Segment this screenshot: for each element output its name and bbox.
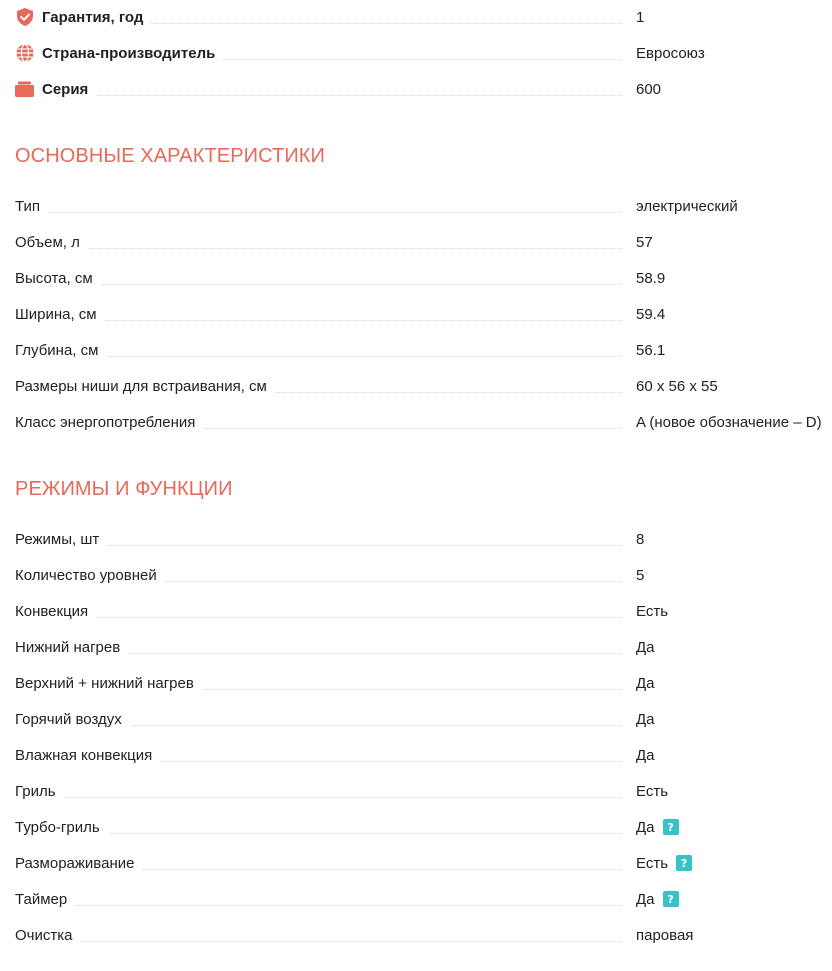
dotted-leader — [15, 320, 622, 321]
spec-value: 600 — [636, 80, 662, 98]
spec-label: Объем, л — [0, 234, 88, 251]
spec-row — [0, 773, 832, 809]
spec-label: Глубина, см — [0, 342, 106, 359]
spec-row — [0, 737, 832, 773]
spec-row — [0, 368, 832, 404]
spec-value-with-help — [636, 881, 679, 917]
spec-label: Размеры ниши для встраивания, см — [0, 378, 275, 395]
series-box-icon — [15, 80, 34, 99]
spec-label: Конвекция — [0, 603, 96, 620]
help-icon[interactable]: ? — [663, 819, 679, 835]
spec-row — [0, 629, 832, 665]
spec-value: 1 — [636, 8, 645, 26]
spec-row — [0, 665, 832, 701]
spec-label: Ширина, см — [0, 306, 105, 323]
dotted-leader — [15, 797, 622, 798]
spec-value: Да — [636, 710, 655, 728]
spec-row — [0, 188, 832, 224]
spec-label: Нижний нагрев — [0, 639, 128, 656]
spec-value: Да — [636, 818, 655, 836]
section-title-main: ОСНОВНЫЕ ХАРАКТЕРИСТИКИ — [15, 145, 326, 167]
dotted-leader — [15, 941, 622, 942]
spec-row — [0, 701, 832, 737]
spec-row — [0, 404, 832, 440]
spec-row — [0, 809, 832, 845]
top-specs — [0, 0, 832, 107]
spec-label: Класс энергопотребления — [0, 414, 203, 431]
spec-row — [0, 332, 832, 368]
spec-label: Тип — [0, 198, 48, 215]
section-modes-functions — [0, 521, 832, 953]
spec-value: паровая — [636, 926, 694, 944]
spec-value: Есть — [636, 602, 669, 620]
spec-value: Да — [636, 674, 655, 692]
spec-label: Таймер — [0, 891, 75, 908]
spec-label: Горячий воздух — [0, 711, 130, 728]
spec-row — [0, 917, 832, 953]
dotted-leader — [15, 212, 622, 213]
dotted-leader — [15, 284, 622, 285]
spec-row-series — [0, 71, 832, 107]
spec-value: A (новое обозначение – D) — [636, 413, 822, 431]
spec-row — [0, 881, 832, 917]
dotted-leader — [15, 617, 622, 618]
spec-row — [0, 260, 832, 296]
section-title-modes: РЕЖИМЫ И ФУНКЦИИ — [15, 478, 233, 500]
spec-value: 8 — [636, 530, 645, 548]
spec-label: Высота, см — [0, 270, 101, 287]
spec-label: Режимы, шт — [0, 531, 107, 548]
help-icon[interactable]: ? — [676, 855, 692, 871]
spec-label: Очистка — [0, 927, 80, 944]
spec-value: Да — [636, 890, 655, 908]
globe-icon — [15, 44, 34, 63]
spec-value: Есть — [636, 782, 669, 800]
spec-value: 56.1 — [636, 341, 666, 359]
spec-label: Количество уровней — [0, 567, 165, 584]
spec-value: Есть — [636, 854, 669, 872]
spec-row-country — [0, 35, 832, 71]
spec-value: 57 — [636, 233, 653, 251]
spec-row — [0, 845, 832, 881]
spec-value: 60 х 56 х 55 — [636, 377, 718, 395]
spec-label: Гриль — [0, 783, 64, 800]
spec-value-with-help — [636, 845, 692, 881]
spec-value: 59.4 — [636, 305, 666, 323]
spec-value: Да — [636, 638, 655, 656]
shield-check-icon — [15, 8, 34, 27]
spec-label: Размораживание — [0, 855, 142, 872]
spec-label: Страна-производитель — [42, 44, 216, 62]
dotted-leader — [15, 248, 622, 249]
spec-row — [0, 224, 832, 260]
spec-value: Евросоюз — [636, 44, 705, 62]
spec-label: Влажная конвекция — [0, 747, 160, 764]
help-icon[interactable]: ? — [663, 891, 679, 907]
spec-row-warranty — [0, 0, 832, 35]
spec-row — [0, 593, 832, 629]
spec-value: 5 — [636, 566, 645, 584]
spec-row — [0, 557, 832, 593]
spec-value: 58.9 — [636, 269, 666, 287]
spec-label: Гарантия, год — [42, 8, 144, 26]
spec-row — [0, 521, 832, 557]
dotted-leader — [15, 95, 622, 96]
spec-label: Верхний + нижний нагрев — [0, 675, 202, 692]
section-main-specs — [0, 188, 832, 440]
spec-row — [0, 296, 832, 332]
spec-label: Турбо-гриль — [0, 819, 108, 836]
spec-value-with-help — [636, 809, 679, 845]
dotted-leader — [15, 905, 622, 906]
spec-label: Серия — [42, 80, 89, 98]
spec-value: Да — [636, 746, 655, 764]
spec-value: электрический — [636, 197, 738, 215]
